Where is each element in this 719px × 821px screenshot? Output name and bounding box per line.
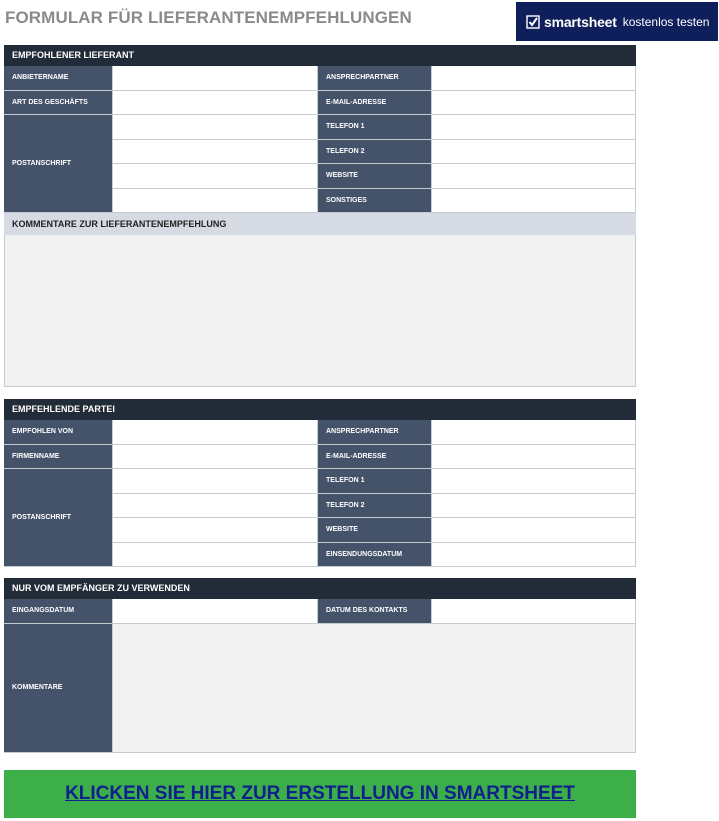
label-other: SONSTIGES [317, 189, 432, 213]
phone-2-field[interactable] [432, 140, 636, 164]
address-field-2[interactable] [113, 494, 317, 518]
label-contact: ANSPRECHPARTNER [317, 66, 432, 90]
label-comments: KOMMENTARE [4, 624, 113, 753]
label-address: POSTANSCHRIFT [4, 469, 113, 567]
company-name-field[interactable] [113, 445, 317, 469]
logo-brand: smartsheet [544, 13, 617, 30]
website-field[interactable] [432, 518, 636, 542]
other-field[interactable] [432, 189, 636, 213]
label-vendor-name: ANBIETERNAME [4, 66, 113, 90]
comments-header: KOMMENTARE ZUR LIEFERANTENEMPFEHLUNG [4, 213, 636, 235]
label-submission-date: EINSENDUNGSDATUM [317, 543, 432, 567]
label-email: E-MAIL-ADRESSE [317, 91, 432, 115]
recipient-comments-field[interactable] [113, 624, 636, 753]
smartsheet-logo[interactable] [516, 2, 718, 41]
label-phone-1: TELEFON 1 [317, 115, 432, 139]
phone-1-field[interactable] [432, 469, 636, 493]
address-field-4[interactable] [113, 543, 317, 567]
section-header: EMPFEHLENDE PARTEI [4, 399, 636, 420]
address-field-3[interactable] [113, 518, 317, 542]
contact-field[interactable] [432, 66, 636, 90]
label-contact-date: DATUM DES KONTAKTS [317, 599, 432, 623]
page-title: FORMULAR FÜR LIEFERANTENEMPFEHLUNGEN [5, 8, 412, 27]
address-field-1[interactable] [113, 469, 317, 493]
email-field[interactable] [432, 445, 636, 469]
logo-cta: kostenlos testen [622, 14, 710, 29]
label-email: E-MAIL-ADRESSE [317, 445, 432, 469]
label-address: POSTANSCHRIFT [4, 115, 113, 213]
business-type-field[interactable] [113, 91, 317, 115]
section-recommended-supplier [4, 45, 636, 387]
label-recommended-by: EMPFOHLEN VON [4, 420, 113, 444]
section-header: EMPFOHLENER LIEFERANT [4, 45, 636, 66]
create-in-smartsheet-banner[interactable] [4, 770, 636, 818]
recommended-by-field[interactable] [113, 420, 317, 444]
label-phone-2: TELEFON 2 [317, 494, 432, 518]
vendor-name-field[interactable] [113, 66, 317, 90]
label-company-name: FIRMENNAME [4, 445, 113, 469]
submission-date-field[interactable] [432, 543, 636, 567]
phone-2-field[interactable] [432, 494, 636, 518]
section-recommending-party [4, 399, 636, 567]
email-field[interactable] [432, 91, 636, 115]
label-phone-2: TELEFON 2 [317, 140, 432, 164]
label-contact: ANSPRECHPARTNER [317, 420, 432, 444]
create-in-smartsheet-link[interactable]: KLICKEN SIE HIER ZUR ERSTELLUNG IN SMARTSHEET [65, 783, 575, 804]
contact-date-field[interactable] [432, 599, 636, 623]
address-field-4[interactable] [113, 189, 317, 213]
address-field-3[interactable] [113, 164, 317, 188]
contact-field[interactable] [432, 420, 636, 444]
checkmark-logo-icon [526, 15, 540, 29]
label-phone-1: TELEFON 1 [317, 469, 432, 493]
label-website: WEBSITE [317, 518, 432, 542]
website-field[interactable] [432, 164, 636, 188]
label-receipt-date: EINGANGSDATUM [4, 599, 113, 623]
comments-field[interactable] [4, 235, 636, 387]
phone-1-field[interactable] [432, 115, 636, 139]
label-business-type: ART DES GESCHÄFTS [4, 91, 113, 115]
receipt-date-field[interactable] [113, 599, 317, 623]
label-website: WEBSITE [317, 164, 432, 188]
section-header: NUR VOM EMPFÄNGER ZU VERWENDEN [4, 578, 636, 599]
address-field-2[interactable] [113, 140, 317, 164]
section-recipient-use [4, 578, 636, 753]
address-field-1[interactable] [113, 115, 317, 139]
